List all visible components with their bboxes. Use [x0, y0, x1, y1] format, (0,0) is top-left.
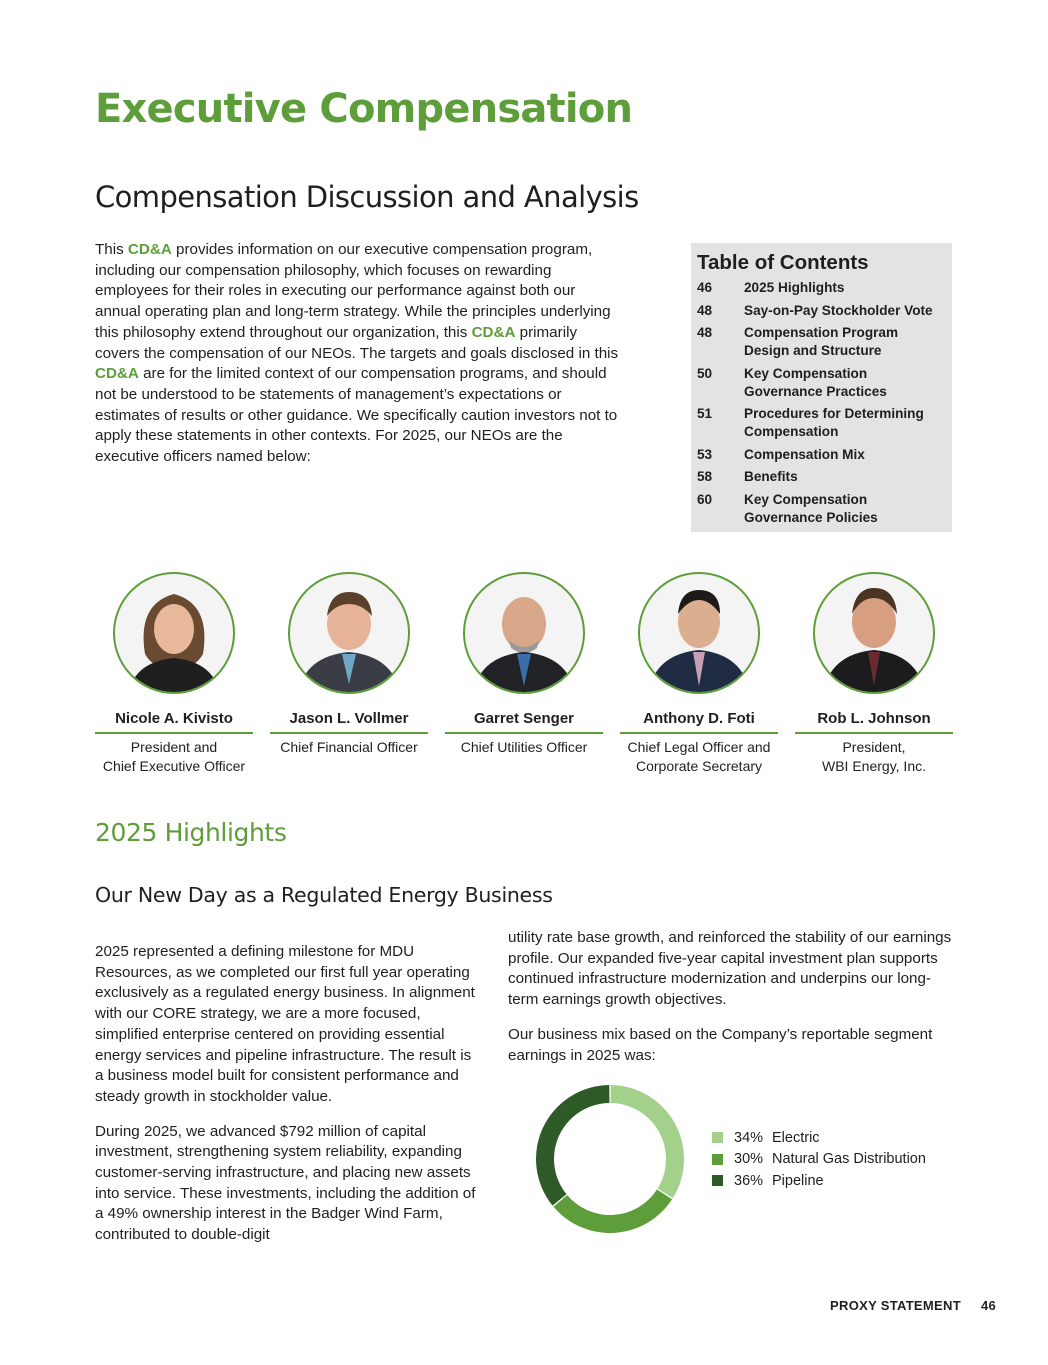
highlights-left-column: [95, 942, 480, 1260]
toc-item[interactable]: [697, 468, 946, 486]
legend-label: Natural Gas Distribution: [772, 1151, 926, 1168]
executive-card: [95, 572, 253, 775]
toc-page: 60: [697, 491, 713, 507]
executive-name: Nicole A. Kivisto: [95, 710, 253, 734]
section-title: Compensation Discussion and Analysis: [95, 180, 639, 214]
executive-photo: [113, 572, 235, 694]
executive-title: [445, 738, 603, 757]
legend-swatch: [712, 1175, 723, 1186]
executive-photo: [288, 572, 410, 694]
executive-title-line: Chief Financial Officer: [280, 739, 418, 755]
executive-name: Anthony D. Foti: [620, 710, 778, 734]
donut-slice-natural-gas-distribution: [553, 1189, 672, 1233]
toc-page: 53: [697, 446, 713, 462]
executive-card: [795, 572, 953, 775]
paragraph: 2025 represented a defining milestone for MDU Resources, as we completed our first full year operating exclusively as a regulated energy business. In alignment with our CORE strategy, we are a more focused, simplified enterprise centered on providing essential energy services and pipeline infrastructure. The result is a business model built for consistent performance and steady growth in stockholder value.: [95, 943, 475, 1105]
paragraph: utility rate base growth, and reinforced the stability of our earnings profile. Our expanded five-year capital investment plan supports continued infrastructure modernization and underpins our long-term earnings growth objectives.: [508, 929, 952, 1009]
executive-name: Jason L. Vollmer: [270, 710, 428, 734]
legend-percent: 34%: [734, 1129, 764, 1146]
toc-label: Compensation Mix: [744, 446, 865, 462]
footer-label: PROXY STATEMENT: [830, 1298, 961, 1313]
toc-page: 51: [697, 406, 713, 421]
legend-item: [712, 1170, 926, 1192]
executive-card: [620, 572, 778, 775]
executive-name: Garret Senger: [445, 710, 603, 734]
toc-item[interactable]: [697, 491, 946, 527]
legend-swatch: [712, 1154, 723, 1165]
page-footer: [830, 1298, 996, 1313]
highlights-right-column: [508, 928, 958, 1080]
page-title: Executive Compensation: [95, 86, 633, 132]
toc-item[interactable]: [697, 446, 946, 464]
toc-page: 46: [697, 280, 713, 295]
highlights-heading: 2025 Highlights: [95, 818, 287, 847]
toc-page: 58: [697, 469, 713, 484]
paragraph: During 2025, we advanced $792 million of capital investment, strengthening system reliability, expanding customer-serving infrastructure, and placing new assets into service. These investments, including the addition of a 49% ownership interest in the Badger Wind Farm, contributed to double-digit: [95, 1122, 476, 1244]
toc-label: Procedures for Determining Compensation: [744, 406, 924, 439]
executive-photo: [638, 572, 760, 694]
executive-title-line: Chief Legal Officer and: [627, 739, 771, 755]
executive-title: [795, 738, 953, 775]
legend-percent: 36%: [734, 1172, 764, 1189]
executive-card: [445, 572, 603, 757]
executive-title-line: Chief Utilities Officer: [460, 739, 588, 755]
highlights-subheading: Our New Day as a Regulated Energy Business: [95, 883, 553, 907]
executive-title-line: Corporate Secretary: [635, 757, 763, 774]
toc-page: 50: [697, 365, 713, 381]
toc-item[interactable]: [697, 405, 946, 441]
donut-slice-pipeline: [536, 1085, 609, 1206]
legend-percent: 30%: [734, 1151, 764, 1168]
toc-title: Table of Contents: [697, 251, 869, 274]
executive-title-line: Chief Executive Officer: [102, 757, 246, 774]
legend-item: [712, 1127, 926, 1149]
toc-page: 48: [697, 325, 713, 340]
toc-item[interactable]: [697, 302, 946, 320]
executive-title: [620, 738, 778, 775]
legend-swatch: [712, 1132, 723, 1143]
executive-photo: [463, 572, 585, 694]
table-of-contents: [691, 243, 952, 532]
intro-paragraph: [95, 240, 625, 468]
toc-label: Key Compensation Governance Practices: [744, 365, 887, 399]
toc-item[interactable]: [697, 279, 946, 297]
business-mix-donut-chart: [534, 1083, 686, 1235]
executive-title-line: President and: [130, 739, 218, 755]
chart-legend: [712, 1127, 926, 1192]
executive-list: [95, 572, 953, 782]
intro-text-3: primarily covers the compensation of our NEOs. The targets and goals disclosed in this: [95, 323, 619, 362]
toc-label: Benefits: [744, 469, 798, 484]
toc-label: Say-on-Pay Stockholder Vote: [744, 302, 933, 318]
toc-item[interactable]: [697, 324, 946, 360]
executive-card: [270, 572, 428, 757]
toc-label: Compensation Program Design and Structure: [744, 325, 899, 358]
toc-label: Key Compensation Governance Policies: [744, 491, 878, 525]
legend-item: [712, 1149, 926, 1171]
legend-label: Electric: [772, 1129, 820, 1146]
cda-highlight: CD&A: [471, 323, 516, 341]
cda-highlight: CD&A: [95, 365, 139, 383]
executive-title: [95, 738, 253, 775]
page-number: 46: [980, 1298, 996, 1313]
executive-title: [270, 738, 428, 757]
executive-photo: [813, 572, 935, 694]
toc-page: 48: [697, 302, 713, 318]
intro-text-2: provides information on our executive compensation program, including our compensation philosophy, which focuses on rewarding employees for their roles in executing our performance against both our annual operating plan and long-term strategy. While the principles underlying this philosophy extend throughout our organization, this: [95, 241, 611, 341]
intro-text-4: are for the limited context of our compensation programs, and should not be understood to be statements of management’s expectations or estimates of results or other guidance. We specifically caution investors not to apply these statements in other contexts. For 2025, our NEOs are the executive officers named below:: [95, 365, 618, 466]
executive-name: Rob L. Johnson: [795, 710, 953, 734]
toc-label: 2025 Highlights: [744, 280, 845, 295]
cda-highlight: CD&A: [127, 241, 172, 258]
toc-item[interactable]: [697, 365, 946, 401]
executive-title-line: WBI Energy, Inc.: [822, 757, 926, 774]
intro-text-1: This: [95, 241, 128, 258]
donut-slice-electric: [611, 1085, 684, 1198]
executive-title-line: President,: [842, 739, 906, 755]
legend-label: Pipeline: [772, 1172, 824, 1189]
paragraph: Our business mix based on the Company’s reportable segment earnings in 2025 was:: [508, 1025, 933, 1064]
